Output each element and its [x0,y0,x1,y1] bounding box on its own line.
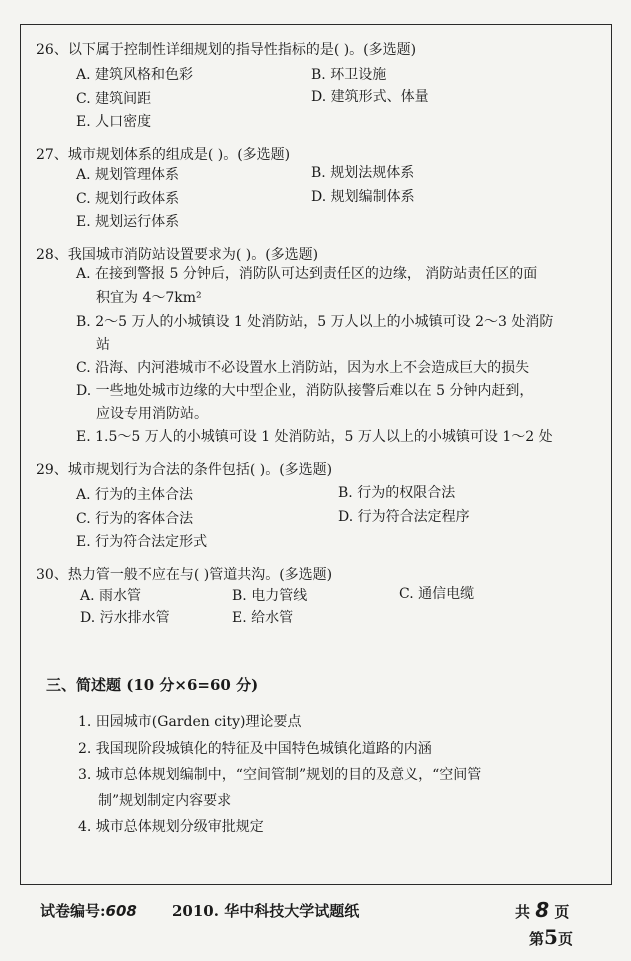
q28-option-a-line2: 积宜为 4～7km² [96,290,202,306]
exam-paper-title: 2010. 华中科技大学试题纸 [172,902,360,920]
total-pages-number: 8 [535,898,550,922]
q28-option-d-line1: D. 一些地处城市边缘的大中型企业，消防队接警后难以在 5 分钟内赶到， [76,383,534,399]
q26-option-c: C. 建筑间距 [76,91,152,107]
q27-option-b: B. 规划法规体系 [311,165,415,181]
current-page-number: 5 [544,925,558,949]
q27-stem: 27、城市规划体系的组成是( )。(多选题) [36,147,291,163]
q29-stem: 29、城市规划行为合法的条件包括( )。(多选题) [36,462,333,478]
q27-option-e: E. 规划运行体系 [76,214,180,230]
q29-option-b: B. 行为的权限合法 [338,485,456,501]
q26-stem: 26、以下属于控制性详细规划的指导性指标的是( )。(多选题) [36,42,417,58]
section-3-item-1: 1. 田园城市(Garden city)理论要点 [78,714,302,730]
q28-option-b-line2: 站 [96,337,110,353]
current-page [529,925,573,949]
q28-option-b-line1: B. 2～5 万人的小城镇设 1 处消防站，5 万人以上的小城镇可设 2～3 处消防 [76,314,554,330]
q29-option-a: A. 行为的主体合法 [76,487,194,503]
q26-option-d: D. 建筑形式、体量 [311,89,429,105]
q26-option-e: E. 人口密度 [76,114,152,130]
section-3-item-4: 4. 城市总体规划分级审批规定 [78,819,264,835]
q30-option-e: E. 给水管 [232,610,294,626]
q27-option-d: D. 规划编制体系 [311,189,415,205]
q28-option-d-line2: 应设专用消防站。 [96,406,208,422]
section-3-item-3-line1: 3. 城市总体规划编制中，“空间管制”规划的目的及意义，“空间管 [78,767,482,783]
q28-option-a-line1: A. 在接到警报 5 分钟后，消防队可达到责任区的边缘， 消防站责任区的面 [76,266,538,282]
q28-stem: 28、我国城市消防站设置要求为( )。(多选题) [36,247,319,263]
q27-option-c: C. 规划行政体系 [76,191,180,207]
q30-stem: 30、热力管一般不应在与( )管道共沟。(多选题) [36,567,333,583]
exam-code-label: 试卷编号: [40,902,106,920]
q30-option-b: B. 电力管线 [232,588,308,604]
q29-option-d: D. 行为符合法定程序 [338,509,470,525]
q30-option-d: D. 污水排水管 [80,610,170,626]
q29-option-c: C. 行为的客体合法 [76,511,194,527]
section-3-item-2: 2. 我国现阶段城镇化的特征及中国特色城镇化道路的内涵 [78,741,432,757]
exam-code-value: 608 [105,902,137,920]
q28-option-e: E. 1.5～5 万人的小城镇可设 1 处消防站，5 万人以上的小城镇可设 1～2 处 [76,429,553,445]
q30-option-a: A. 雨水管 [80,588,142,604]
q29-option-e: E. 行为符合法定形式 [76,534,208,550]
q30-option-c: C. 通信电缆 [399,586,475,602]
section-3-item-3-line2: 制”规划制定内容要求 [98,793,232,809]
total-pages [515,898,570,922]
current-page-suffix: 页 [557,930,573,948]
current-page-prefix: 第 [529,930,545,948]
q27-option-a: A. 规划管理体系 [76,167,180,183]
total-pages-suffix: 页 [554,903,570,921]
exam-code [40,902,137,920]
q26-option-b: B. 环卫设施 [311,67,387,83]
q26-option-a: A. 建筑风格和色彩 [76,67,194,83]
total-pages-prefix: 共 [515,903,531,921]
section-3-title: 三、简述题 (10 分×6=60 分) [46,676,259,694]
q28-option-c: C. 沿海、内河港城市不必设置水上消防站，因为水上不会造成巨大的损失 [76,360,530,376]
